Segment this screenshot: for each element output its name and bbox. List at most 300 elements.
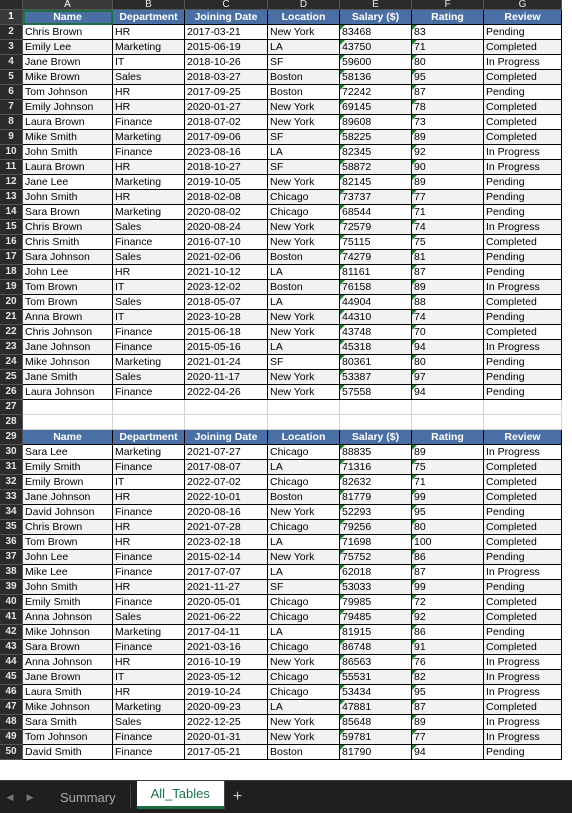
table-cell[interactable]: Marketing (113, 445, 185, 460)
table-cell[interactable]: Chicago (268, 610, 340, 625)
table-cell[interactable]: 43748 (340, 325, 412, 340)
table-cell[interactable]: Laura Brown (23, 160, 113, 175)
row-header[interactable]: 46 (0, 685, 23, 700)
tab-next-icon[interactable]: ▶ (26, 791, 34, 802)
table-cell[interactable]: Completed (484, 700, 562, 715)
table-cell[interactable]: IT (113, 670, 185, 685)
table-cell[interactable]: Sales (113, 250, 185, 265)
table-cell[interactable]: 2023-10-28 (185, 310, 268, 325)
table-cell[interactable]: LA (268, 265, 340, 280)
row-header[interactable]: 34 (0, 505, 23, 520)
table-cell[interactable]: Chicago (268, 205, 340, 220)
table-cell[interactable]: John Smith (23, 580, 113, 595)
table-cell[interactable]: Laura Smith (23, 685, 113, 700)
table-cell[interactable]: Tom Brown (23, 280, 113, 295)
table-cell[interactable]: 2021-06-22 (185, 610, 268, 625)
table-cell[interactable]: Completed (484, 640, 562, 655)
table-cell[interactable]: 2021-01-24 (185, 355, 268, 370)
table-cell[interactable]: Jane Johnson (23, 340, 113, 355)
table-cell[interactable]: In Progress (484, 685, 562, 700)
table-cell[interactable]: 95 (412, 505, 484, 520)
row-header[interactable]: 16 (0, 235, 23, 250)
row-header[interactable]: 32 (0, 475, 23, 490)
table-cell[interactable]: Sales (113, 70, 185, 85)
table-cell[interactable]: 2018-02-08 (185, 190, 268, 205)
table-cell[interactable]: Boston (268, 490, 340, 505)
table-cell[interactable]: New York (268, 715, 340, 730)
table-cell[interactable]: 94 (412, 385, 484, 400)
table-cell[interactable]: 2020-01-31 (185, 730, 268, 745)
table-cell[interactable]: 95 (412, 685, 484, 700)
table-cell[interactable]: 68544 (340, 205, 412, 220)
table-cell[interactable]: Completed (484, 70, 562, 85)
table-cell[interactable]: HR (113, 100, 185, 115)
table-cell[interactable]: Completed (484, 115, 562, 130)
tab-all-tables[interactable]: All_Tables (137, 781, 225, 809)
table-cell[interactable]: David Johnson (23, 505, 113, 520)
row-header[interactable]: 20 (0, 295, 23, 310)
empty-cell[interactable] (340, 415, 412, 430)
table-cell[interactable]: IT (113, 475, 185, 490)
table-cell[interactable]: New York (268, 310, 340, 325)
table-cell[interactable]: 43750 (340, 40, 412, 55)
table-cell[interactable]: 45318 (340, 340, 412, 355)
table-cell[interactable]: Completed (484, 295, 562, 310)
table-cell[interactable]: HR (113, 265, 185, 280)
table-cell[interactable]: HR (113, 25, 185, 40)
table-cell[interactable]: 2020-08-02 (185, 205, 268, 220)
row-header[interactable]: 15 (0, 220, 23, 235)
table-cell[interactable]: 2022-04-26 (185, 385, 268, 400)
table-cell[interactable]: 87 (412, 265, 484, 280)
table-cell[interactable]: Completed (484, 325, 562, 340)
row-header[interactable]: 47 (0, 700, 23, 715)
table-cell[interactable]: John Lee (23, 550, 113, 565)
row-header[interactable]: 7 (0, 100, 23, 115)
table-cell[interactable]: Pending (484, 625, 562, 640)
table-cell[interactable]: 76 (412, 655, 484, 670)
column-title-salary[interactable]: Salary ($) (340, 10, 412, 25)
table-cell[interactable]: LA (268, 295, 340, 310)
table-cell[interactable]: 75 (412, 235, 484, 250)
column-header-b[interactable]: B (113, 0, 185, 10)
empty-cell[interactable] (268, 400, 340, 415)
table-cell[interactable]: LA (268, 340, 340, 355)
column-title-rating[interactable]: Rating (412, 10, 484, 25)
table-cell[interactable]: John Smith (23, 190, 113, 205)
table-cell[interactable]: 89 (412, 280, 484, 295)
row-header[interactable]: 18 (0, 265, 23, 280)
table-cell[interactable]: 2021-07-27 (185, 445, 268, 460)
column-title-location[interactable]: Location (268, 10, 340, 25)
table-cell[interactable]: Pending (484, 505, 562, 520)
table-cell[interactable]: 85648 (340, 715, 412, 730)
table-cell[interactable]: 52293 (340, 505, 412, 520)
table-cell[interactable]: Completed (484, 520, 562, 535)
table-cell[interactable]: 83468 (340, 25, 412, 40)
table-cell[interactable]: 88 (412, 295, 484, 310)
row-header[interactable]: 27 (0, 400, 23, 415)
table-cell[interactable]: Sales (113, 715, 185, 730)
empty-cell[interactable] (412, 400, 484, 415)
table-cell[interactable]: Pending (484, 385, 562, 400)
table-cell[interactable]: 97 (412, 370, 484, 385)
table-cell[interactable]: Sales (113, 220, 185, 235)
table-cell[interactable]: 44310 (340, 310, 412, 325)
table-cell[interactable]: 86 (412, 550, 484, 565)
column-header-f[interactable]: F (412, 0, 484, 10)
table-cell[interactable]: LA (268, 535, 340, 550)
table-cell[interactable]: Marketing (113, 130, 185, 145)
table-cell[interactable]: Pending (484, 265, 562, 280)
row-header[interactable]: 21 (0, 310, 23, 325)
empty-cell[interactable] (113, 415, 185, 430)
table-cell[interactable]: Mike Johnson (23, 700, 113, 715)
table-cell[interactable]: 2018-07-02 (185, 115, 268, 130)
table-cell[interactable]: Finance (113, 235, 185, 250)
row-header[interactable]: 37 (0, 550, 23, 565)
table-cell[interactable]: 94 (412, 340, 484, 355)
table-cell[interactable]: New York (268, 385, 340, 400)
table-cell[interactable]: 76158 (340, 280, 412, 295)
table-cell[interactable]: 79256 (340, 520, 412, 535)
table-cell[interactable]: 70 (412, 325, 484, 340)
table-cell[interactable]: 73737 (340, 190, 412, 205)
row-header[interactable]: 6 (0, 85, 23, 100)
table-cell[interactable]: IT (113, 310, 185, 325)
column-title-location[interactable]: Location (268, 430, 340, 445)
table-cell[interactable]: Finance (113, 145, 185, 160)
table-cell[interactable]: Chris Johnson (23, 325, 113, 340)
table-cell[interactable]: Sara Brown (23, 640, 113, 655)
table-cell[interactable]: LA (268, 565, 340, 580)
table-cell[interactable]: 89 (412, 175, 484, 190)
table-cell[interactable]: Chicago (268, 670, 340, 685)
table-cell[interactable]: 2023-02-18 (185, 535, 268, 550)
row-header[interactable]: 1 (0, 10, 23, 25)
table-cell[interactable]: Tom Johnson (23, 85, 113, 100)
table-cell[interactable]: Finance (113, 325, 185, 340)
row-header[interactable]: 33 (0, 490, 23, 505)
table-cell[interactable]: 2020-11-17 (185, 370, 268, 385)
table-cell[interactable]: 44904 (340, 295, 412, 310)
row-header[interactable]: 30 (0, 445, 23, 460)
row-header[interactable]: 14 (0, 205, 23, 220)
column-title-rating[interactable]: Rating (412, 430, 484, 445)
table-cell[interactable]: Boston (268, 85, 340, 100)
table-cell[interactable]: SF (268, 580, 340, 595)
table-cell[interactable]: 2020-01-27 (185, 100, 268, 115)
table-cell[interactable]: HR (113, 85, 185, 100)
table-cell[interactable]: Chris Brown (23, 25, 113, 40)
row-header[interactable]: 17 (0, 250, 23, 265)
table-cell[interactable]: SF (268, 160, 340, 175)
table-cell[interactable]: New York (268, 730, 340, 745)
table-cell[interactable]: Jane Brown (23, 55, 113, 70)
table-cell[interactable]: 53434 (340, 685, 412, 700)
table-cell[interactable]: Boston (268, 280, 340, 295)
table-cell[interactable]: 72 (412, 595, 484, 610)
table-cell[interactable]: David Smith (23, 745, 113, 760)
table-cell[interactable]: New York (268, 115, 340, 130)
table-cell[interactable]: 2018-10-26 (185, 55, 268, 70)
table-cell[interactable]: IT (113, 280, 185, 295)
table-cell[interactable]: 2015-02-14 (185, 550, 268, 565)
table-cell[interactable]: In Progress (484, 715, 562, 730)
row-header[interactable]: 11 (0, 160, 23, 175)
table-cell[interactable]: 2022-07-02 (185, 475, 268, 490)
table-cell[interactable]: In Progress (484, 655, 562, 670)
row-header[interactable]: 31 (0, 460, 23, 475)
column-title-joining-date[interactable]: Joining Date (185, 10, 268, 25)
row-header[interactable]: 35 (0, 520, 23, 535)
table-cell[interactable]: 2015-06-19 (185, 40, 268, 55)
table-cell[interactable]: Pending (484, 310, 562, 325)
table-cell[interactable]: 53387 (340, 370, 412, 385)
table-cell[interactable]: 71 (412, 40, 484, 55)
table-cell[interactable]: 2018-03-27 (185, 70, 268, 85)
column-header-g[interactable]: G (484, 0, 562, 10)
table-cell[interactable]: Completed (484, 490, 562, 505)
table-cell[interactable]: 91 (412, 640, 484, 655)
row-header[interactable]: 28 (0, 415, 23, 430)
table-cell[interactable]: Completed (484, 460, 562, 475)
table-cell[interactable]: HR (113, 655, 185, 670)
table-cell[interactable]: Pending (484, 250, 562, 265)
table-cell[interactable]: 53033 (340, 580, 412, 595)
table-cell[interactable]: Laura Brown (23, 115, 113, 130)
table-cell[interactable]: 58225 (340, 130, 412, 145)
row-header[interactable]: 23 (0, 340, 23, 355)
table-cell[interactable]: Pending (484, 580, 562, 595)
table-cell[interactable]: 77 (412, 190, 484, 205)
row-header[interactable]: 25 (0, 370, 23, 385)
table-cell[interactable]: 89 (412, 130, 484, 145)
table-cell[interactable]: 81161 (340, 265, 412, 280)
table-cell[interactable]: 82 (412, 670, 484, 685)
table-cell[interactable]: 79485 (340, 610, 412, 625)
table-cell[interactable]: Mike Lee (23, 565, 113, 580)
row-header[interactable]: 9 (0, 130, 23, 145)
column-header-c[interactable]: C (185, 0, 268, 10)
table-cell[interactable]: Pending (484, 370, 562, 385)
row-header[interactable]: 36 (0, 535, 23, 550)
table-cell[interactable]: 2021-03-16 (185, 640, 268, 655)
table-cell[interactable]: 2021-11-27 (185, 580, 268, 595)
table-cell[interactable]: 47881 (340, 700, 412, 715)
table-cell[interactable]: Marketing (113, 625, 185, 640)
table-cell[interactable]: Pending (484, 550, 562, 565)
table-cell[interactable]: Completed (484, 535, 562, 550)
table-cell[interactable]: Completed (484, 235, 562, 250)
table-cell[interactable]: 87 (412, 565, 484, 580)
table-cell[interactable]: 94 (412, 745, 484, 760)
table-cell[interactable]: Tom Brown (23, 295, 113, 310)
table-cell[interactable]: 86 (412, 625, 484, 640)
row-header[interactable]: 44 (0, 655, 23, 670)
row-header[interactable]: 13 (0, 190, 23, 205)
column-title-review[interactable]: Review (484, 430, 562, 445)
table-cell[interactable]: 2018-05-07 (185, 295, 268, 310)
empty-cell[interactable] (185, 400, 268, 415)
table-cell[interactable]: Finance (113, 565, 185, 580)
table-cell[interactable]: 81779 (340, 490, 412, 505)
table-cell[interactable]: 82345 (340, 145, 412, 160)
table-cell[interactable]: John Lee (23, 265, 113, 280)
table-cell[interactable]: 69145 (340, 100, 412, 115)
row-header[interactable]: 50 (0, 745, 23, 760)
table-cell[interactable]: Pending (484, 175, 562, 190)
table-cell[interactable]: Laura Johnson (23, 385, 113, 400)
table-cell[interactable]: In Progress (484, 220, 562, 235)
table-cell[interactable]: 2023-12-02 (185, 280, 268, 295)
table-cell[interactable]: 83 (412, 25, 484, 40)
table-cell[interactable]: Emily Lee (23, 40, 113, 55)
column-title-salary[interactable]: Salary ($) (340, 430, 412, 445)
table-cell[interactable]: 95 (412, 70, 484, 85)
column-header-a[interactable]: A (23, 0, 113, 10)
table-cell[interactable]: 2017-09-25 (185, 85, 268, 100)
table-cell[interactable]: New York (268, 550, 340, 565)
table-cell[interactable]: Chicago (268, 685, 340, 700)
table-cell[interactable]: 86563 (340, 655, 412, 670)
table-cell[interactable]: 74 (412, 310, 484, 325)
table-cell[interactable]: 75115 (340, 235, 412, 250)
row-header[interactable]: 22 (0, 325, 23, 340)
table-cell[interactable]: 73 (412, 115, 484, 130)
table-cell[interactable]: Chicago (268, 445, 340, 460)
table-cell[interactable]: Chris Brown (23, 220, 113, 235)
table-cell[interactable]: Completed (484, 475, 562, 490)
row-header[interactable]: 38 (0, 565, 23, 580)
column-header-e[interactable]: E (340, 0, 412, 10)
table-cell[interactable]: Chicago (268, 520, 340, 535)
table-cell[interactable]: HR (113, 160, 185, 175)
table-cell[interactable]: Finance (113, 340, 185, 355)
table-cell[interactable]: 2021-02-06 (185, 250, 268, 265)
table-cell[interactable]: Pending (484, 745, 562, 760)
row-header[interactable]: 5 (0, 70, 23, 85)
table-cell[interactable]: Finance (113, 505, 185, 520)
table-cell[interactable]: Completed (484, 40, 562, 55)
table-cell[interactable]: 2020-08-16 (185, 505, 268, 520)
table-cell[interactable]: In Progress (484, 670, 562, 685)
table-cell[interactable]: 72242 (340, 85, 412, 100)
add-sheet-button[interactable]: + (232, 788, 243, 805)
row-header[interactable]: 4 (0, 55, 23, 70)
table-cell[interactable]: New York (268, 655, 340, 670)
row-header[interactable]: 41 (0, 610, 23, 625)
table-cell[interactable]: Sara Brown (23, 205, 113, 220)
table-cell[interactable]: Mike Brown (23, 70, 113, 85)
table-cell[interactable]: HR (113, 685, 185, 700)
table-cell[interactable]: Finance (113, 745, 185, 760)
table-cell[interactable]: 2016-10-19 (185, 655, 268, 670)
table-cell[interactable]: Chicago (268, 640, 340, 655)
table-cell[interactable]: LA (268, 145, 340, 160)
empty-cell[interactable] (412, 415, 484, 430)
table-cell[interactable]: 2015-05-16 (185, 340, 268, 355)
table-cell[interactable]: Jane Smith (23, 370, 113, 385)
table-cell[interactable]: Anna Brown (23, 310, 113, 325)
table-cell[interactable]: 86748 (340, 640, 412, 655)
table-cell[interactable]: Jane Johnson (23, 490, 113, 505)
table-cell[interactable]: 92 (412, 610, 484, 625)
table-cell[interactable]: Jane Brown (23, 670, 113, 685)
table-cell[interactable]: SF (268, 55, 340, 70)
table-cell[interactable]: SF (268, 355, 340, 370)
table-cell[interactable]: 2023-08-16 (185, 145, 268, 160)
row-header[interactable]: 12 (0, 175, 23, 190)
column-title-review[interactable]: Review (484, 10, 562, 25)
table-cell[interactable]: 2021-10-12 (185, 265, 268, 280)
table-cell[interactable]: Mike Johnson (23, 355, 113, 370)
table-cell[interactable]: 99 (412, 490, 484, 505)
row-header[interactable]: 3 (0, 40, 23, 55)
table-cell[interactable]: Finance (113, 460, 185, 475)
table-cell[interactable]: 57558 (340, 385, 412, 400)
row-header[interactable]: 42 (0, 625, 23, 640)
table-cell[interactable]: Sales (113, 295, 185, 310)
table-cell[interactable]: Anna Johnson (23, 610, 113, 625)
table-cell[interactable]: 79985 (340, 595, 412, 610)
table-cell[interactable]: 80 (412, 355, 484, 370)
row-header[interactable]: 10 (0, 145, 23, 160)
empty-cell[interactable] (484, 400, 562, 415)
table-cell[interactable]: Finance (113, 640, 185, 655)
table-cell[interactable]: Pending (484, 205, 562, 220)
table-cell[interactable]: 2016-07-10 (185, 235, 268, 250)
table-cell[interactable]: Marketing (113, 205, 185, 220)
table-cell[interactable]: 2022-12-25 (185, 715, 268, 730)
empty-cell[interactable] (23, 415, 113, 430)
table-cell[interactable]: Marketing (113, 700, 185, 715)
table-cell[interactable]: 55531 (340, 670, 412, 685)
table-cell[interactable]: Emily Johnson (23, 100, 113, 115)
empty-cell[interactable] (23, 400, 113, 415)
table-cell[interactable]: Chicago (268, 475, 340, 490)
table-cell[interactable]: New York (268, 325, 340, 340)
table-cell[interactable]: 62018 (340, 565, 412, 580)
table-cell[interactable]: 81790 (340, 745, 412, 760)
table-cell[interactable]: 88835 (340, 445, 412, 460)
table-cell[interactable]: 72579 (340, 220, 412, 235)
table-cell[interactable]: 74 (412, 220, 484, 235)
table-cell[interactable]: John Smith (23, 145, 113, 160)
table-cell[interactable]: New York (268, 100, 340, 115)
table-cell[interactable]: SF (268, 130, 340, 145)
table-cell[interactable]: Finance (113, 385, 185, 400)
table-cell[interactable]: 87 (412, 700, 484, 715)
table-cell[interactable]: Sara Lee (23, 445, 113, 460)
table-cell[interactable]: 2022-10-01 (185, 490, 268, 505)
empty-cell[interactable] (484, 415, 562, 430)
table-cell[interactable]: 82632 (340, 475, 412, 490)
table-cell[interactable]: LA (268, 460, 340, 475)
table-cell[interactable]: Boston (268, 70, 340, 85)
table-cell[interactable]: Mike Johnson (23, 625, 113, 640)
row-header[interactable]: 2 (0, 25, 23, 40)
empty-cell[interactable] (113, 400, 185, 415)
table-cell[interactable]: 2017-04-11 (185, 625, 268, 640)
table-cell[interactable]: Finance (113, 730, 185, 745)
table-cell[interactable]: Emily Brown (23, 475, 113, 490)
row-header[interactable]: 24 (0, 355, 23, 370)
column-title-department[interactable]: Department (113, 430, 185, 445)
table-cell[interactable]: Tom Johnson (23, 730, 113, 745)
table-cell[interactable]: In Progress (484, 565, 562, 580)
table-cell[interactable]: Sara Smith (23, 715, 113, 730)
